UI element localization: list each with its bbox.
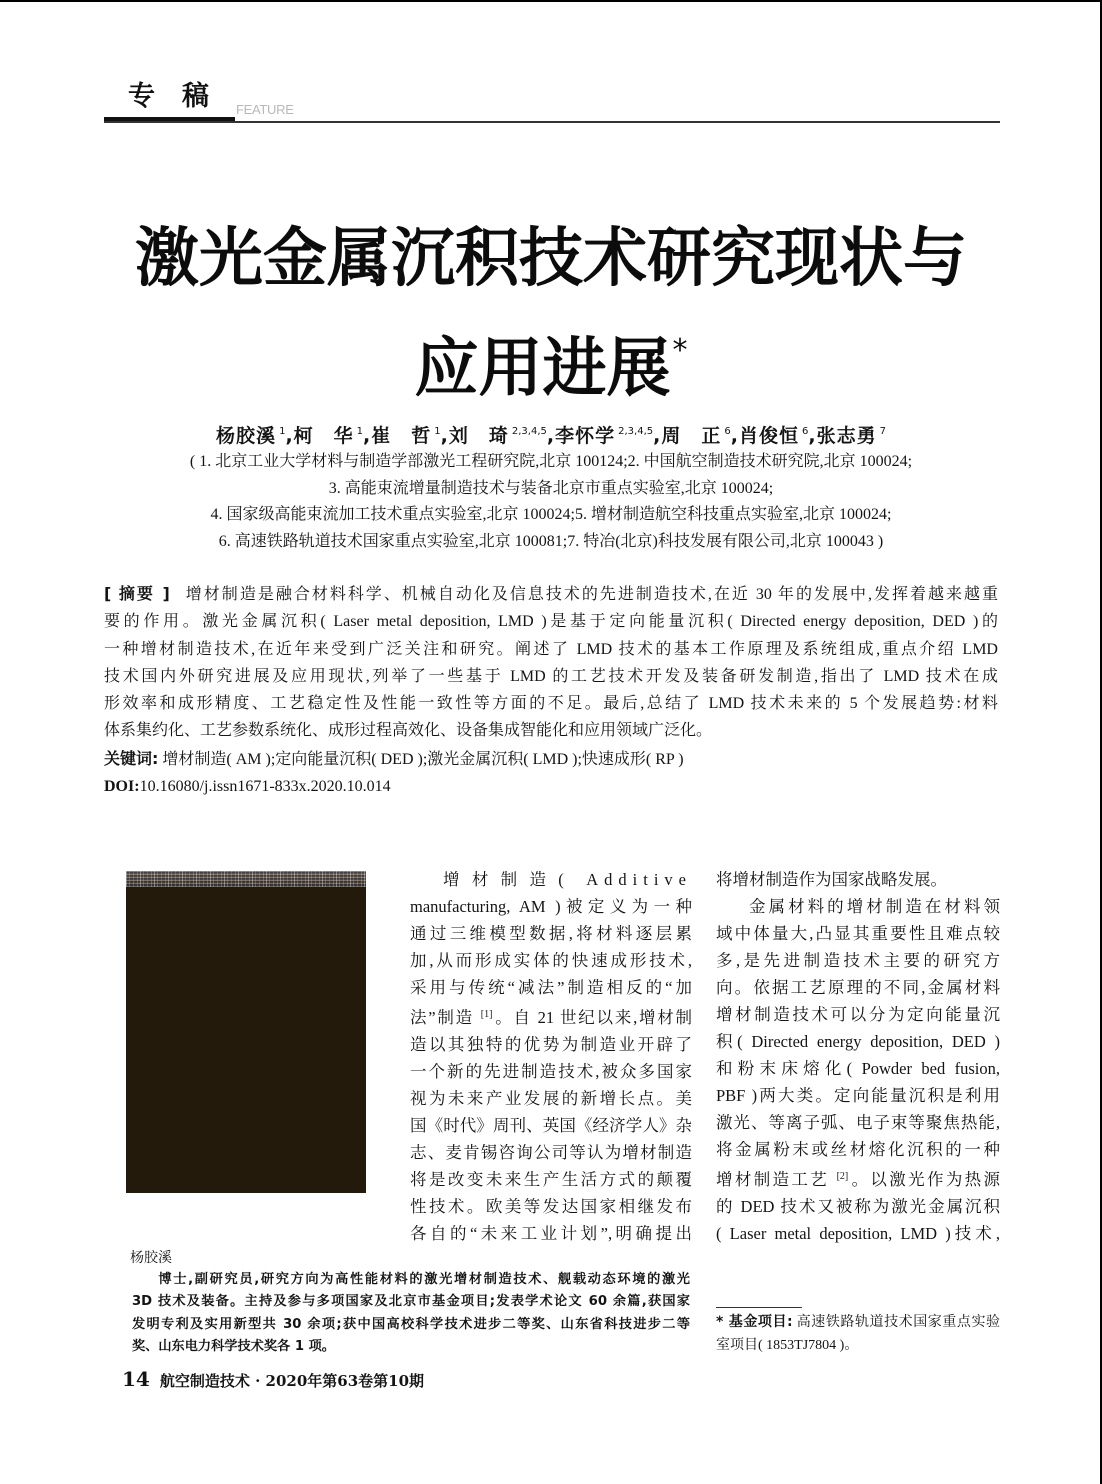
body-column-2 (716, 866, 1000, 1247)
footnote-line (716, 1311, 1000, 1334)
title-footnote-mark: * (672, 333, 688, 368)
section-label-en: FEATURE (236, 102, 294, 117)
abstract-line: 技术国内外研究进展及应用现状,列举了一些基于 LMD 的工艺技术开发及装备研发制造,指出了 LMD 技术在成 (104, 667, 998, 685)
affiliation-line: 3. 高能束流增量制造技术与装备北京市重点实验室,北京 100024; (328, 479, 774, 497)
author-affiliation-mark: 6 (801, 426, 809, 437)
photo-noise-strip (126, 871, 366, 887)
body-line: 的 DED 技术又被称为激光金属沉积 (716, 1197, 1000, 1216)
author-affiliation-mark: 2,3,4,5 (618, 426, 654, 437)
body-line: 加,从而形成实体的快速成形技术, (410, 951, 692, 970)
author-affiliation-mark: 7 (879, 426, 886, 437)
abstract-line: 形效率和成形精度、工艺稳定性及性能一致性等方面的不足。最后,总结了 LMD 技术未来的 5 个发展趋势:材料 (104, 695, 998, 713)
body-line: 将是改变未来生产生活方式的颠覆 (410, 1170, 692, 1189)
body-line (716, 1163, 1000, 1193)
author-separator: , (546, 425, 556, 447)
author-bio (132, 1269, 690, 1359)
footnote-rule (716, 1307, 802, 1308)
title-line-2-text: 应用进展 (414, 332, 671, 406)
footnote-label: * 基金项目: (716, 1314, 793, 1330)
body-line: 积( Directed energy deposition, DED ) (716, 1032, 1000, 1051)
body-text: 法”制造 (410, 1008, 480, 1027)
body-line: PBF )两大类。定向能量沉积是利用 (716, 1086, 1000, 1105)
page-footer (122, 1365, 424, 1395)
body-line: 视为未来产业发展的新增长点。美 (410, 1089, 692, 1108)
body-line: 志、麦肯锡咨询公司等认为增材制造 (410, 1143, 692, 1162)
citation-ref: [1] (480, 1009, 493, 1020)
body-line: 增材制造技术可以分为定向能量沉 (716, 1005, 1000, 1024)
author-separator: , (653, 425, 662, 447)
title-line-1: 激光金属沉积技术研究现状与 (135, 222, 967, 296)
keywords-line (104, 745, 998, 773)
footnote-text: 高速铁路轨道技术国家重点实验 (796, 1315, 1001, 1330)
author-name: 周 正 (661, 425, 722, 447)
abstract-label: [ 摘要 ] (104, 584, 170, 603)
author-name: 刘 琦 (448, 425, 509, 447)
body-line: 造以其独特的优势为制造业开辟了 (410, 1035, 692, 1054)
author-affiliation-mark: 1 (279, 426, 286, 437)
author-separator: , (808, 425, 817, 447)
author-name: 李怀学 (555, 425, 616, 447)
affiliation-line: ( 1. 北京工业大学材料与制造学部激光工程研究院,北京 100124;2. 中国航空制造技术研究院,北京 100024; (189, 453, 913, 470)
affiliation-line: 4. 国家级高能束流加工技术重点实验室,北京 100024;5. 增材制造航空科技重点实验室,北京 100024; (210, 506, 892, 524)
abstract-line: 体系集约化、工艺参数系统化、成形过程高效化、设备集成智能化和应用领域广泛化。 (104, 722, 713, 740)
body-line: 性技术。欧美等发达国家相继发布 (410, 1197, 692, 1216)
body-text: 。自 21 世纪以来,增材制 (493, 1008, 693, 1027)
section-label: 专 稿 (128, 81, 209, 112)
affiliation-line: 6. 高速铁路轨道技术国家重点实验室,北京 100081;7. 特冶(北京)科技发展有限公司,北京 100043 ) (218, 533, 884, 551)
author-list (0, 418, 1102, 450)
author-name: 崔 哲 (371, 425, 432, 447)
keywords-label: 关键词: (104, 748, 159, 768)
bio-author-name: 杨胶溪 (130, 1250, 172, 1266)
author-affiliation-mark: 6 (724, 426, 731, 437)
funding-footnote (716, 1311, 1000, 1357)
page-number: 14 (122, 1367, 150, 1391)
affiliation-list (0, 449, 1102, 556)
bio-line: 发明专利及实用新型共 30 余项;获中国高校科学技术进步二等奖、山东省科技进步二等 (132, 1316, 690, 1332)
body-line: 激光、等离子弧、电子束等聚焦热能, (716, 1113, 1000, 1132)
body-line: 采用与传统“减法”制造相反的“加 (410, 978, 692, 997)
body-line: 各自的“未来工业计划”,明确提出 (410, 1224, 692, 1243)
author-affiliation-mark: 1 (434, 426, 441, 437)
author-separator: , (363, 425, 372, 447)
body-column-1 (410, 866, 692, 1247)
body-line: 一个新的先进制造技术,被众多国家 (410, 1062, 692, 1081)
abstract-line: 要的作用。激光金属沉积( Laser metal deposition, LMD )是基于定向能量沉积( Directed energy deposition, DED )的 (104, 613, 998, 631)
body-line: 增材制造( Additive (443, 870, 692, 889)
author-name: 肖俊恒 (738, 425, 799, 447)
doi-label: DOI: (104, 778, 140, 796)
abstract-text: 增材制造是融合材料科学、机械自动化及信息技术的先进制造技术,在近 30 年的发展中,发挥着越来越重 (183, 586, 998, 603)
abstract-block (104, 580, 998, 800)
body-line: 和粉末床熔化( Powder bed fusion, (716, 1059, 1000, 1078)
body-line: 将增材制造作为国家战略发展。 (716, 870, 947, 889)
body-line: ( Laser metal deposition, LMD )技术, (716, 1224, 1000, 1243)
bio-line: 奖、山东电力科学技术奖各 1 项。 (132, 1339, 335, 1355)
body-line: 向。依据工艺原理的不同,金属材料 (716, 978, 1000, 997)
header-rule (104, 121, 1000, 123)
body-text: 。以激光作为热源 (849, 1170, 1001, 1189)
author-affiliation-mark: 2,3,4,5 (511, 426, 547, 437)
journal-issue: 航空制造技术 · 2020年第63卷第10期 (159, 1372, 425, 1390)
footnote-line: 室项目( 1853TJ7804 )。 (716, 1338, 859, 1353)
author-photo (126, 871, 366, 1193)
author-name: 张志勇 (816, 425, 877, 447)
author-name: 杨胶溪 (216, 425, 277, 447)
body-line: 域中体量大,凸显其重要性且难点较 (716, 924, 1000, 943)
body-text: 增材制造工艺 (716, 1170, 836, 1189)
bio-line: 博士,副研究员,研究方向为高性能材料的激光增材制造技术、舰载动态环境的激光 (158, 1272, 690, 1287)
citation-ref: [2] (836, 1171, 849, 1182)
bio-line: 3D 技术及装备。主持及参与多项国家及北京市基金项目;发表学术论文 60 余篇,获国家 (132, 1294, 690, 1310)
body-line: manufacturing, AM )被定义为一种 (410, 897, 692, 916)
body-line (410, 1001, 692, 1031)
body-line: 金属材料的增材制造在材料领 (749, 897, 1000, 916)
abstract-line (104, 580, 998, 608)
body-line: 国《时代》周刊、英国《经济学人》杂 (410, 1116, 692, 1135)
doi-value: 10.16080/j.issn1671-833x.2020.10.014 (139, 778, 391, 796)
abstract-line: 一种增材制造技术,在近年来受到广泛关注和研究。阐述了 LMD 技术的基本工作原理及系统组成,重点介绍 LMD (104, 640, 998, 658)
title-line-2 (0, 305, 1102, 415)
keywords-text: 增材制造( AM );定向能量沉积( DED );激光金属沉积( LMD );快速成形( RP ) (162, 750, 684, 768)
body-line: 通过三维模型数据,将材料逐层累 (410, 924, 692, 943)
body-line: 多,是先进制造技术主要的研究方 (716, 951, 1000, 970)
author-separator: , (440, 425, 449, 447)
author-separator: , (285, 425, 294, 447)
author-affiliation-mark: 1 (356, 426, 364, 437)
author-separator: , (730, 425, 739, 447)
doi-line (104, 773, 998, 800)
author-name: 柯 华 (293, 425, 354, 447)
body-line: 将金属粉末或丝材熔化沉积的一种 (716, 1140, 1000, 1159)
article-title (0, 214, 1102, 415)
